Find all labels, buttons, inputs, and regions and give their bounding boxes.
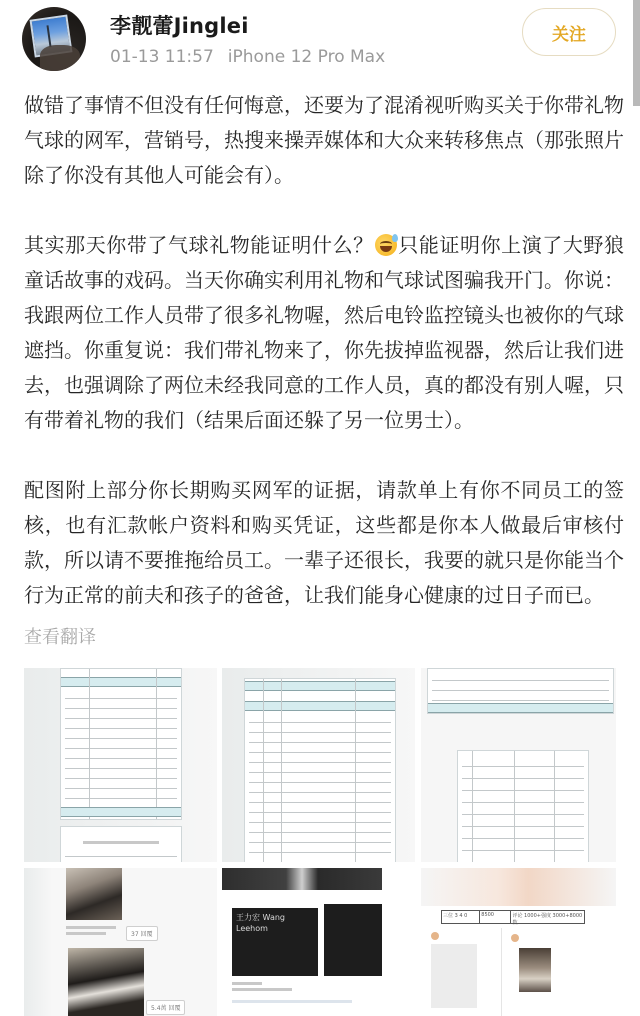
form-title-band (245, 681, 395, 691)
ledger-document (60, 826, 182, 862)
form-column-divider (89, 669, 90, 819)
reply-count-chip: 37 回覆 (126, 926, 158, 941)
ledger-table (457, 750, 589, 862)
photo-caption (66, 932, 106, 935)
post-actions (232, 982, 262, 985)
form-rows (65, 689, 177, 799)
form-column-divider (355, 679, 356, 862)
image-tile-4[interactable] (24, 868, 217, 1016)
form-rows (249, 713, 391, 853)
post-timestamp: 01-13 11:57 (110, 47, 214, 67)
post-header (0, 0, 640, 80)
ledger-rows (65, 847, 177, 862)
stats-cell-1: 三位 3 4 0 (442, 911, 480, 923)
form-footer-band (61, 807, 181, 817)
approval-rows (432, 671, 609, 701)
ledger-column-divider (554, 751, 555, 862)
approval-section (427, 668, 614, 714)
blurred-banner (222, 868, 382, 890)
comment-card-right (507, 930, 607, 1016)
form-header-band (245, 701, 395, 711)
reply-count-chip: 5.4萬 回覆 (146, 1000, 185, 1015)
stats-cell-2: 8500 (480, 911, 511, 923)
blurred-banner (421, 868, 616, 906)
statement-card-author: 王力宏 Wang Leehom (236, 913, 285, 933)
comment-photo-selfie (519, 948, 551, 992)
post-meta (110, 47, 385, 67)
form-column-divider (281, 679, 282, 862)
form-column-divider (263, 679, 264, 862)
commenter-avatar (511, 934, 519, 942)
statement-card-left (232, 908, 318, 976)
post-device: iPhone 12 Pro Max (227, 47, 386, 67)
photo-caption (66, 926, 116, 929)
statement-card-right (324, 904, 382, 976)
post-body (24, 88, 624, 613)
ledger-rows (462, 755, 584, 862)
image-tile-5[interactable] (222, 868, 415, 1016)
image-tile-2[interactable] (222, 668, 415, 862)
grinning-sweat-emoji-icon (375, 234, 397, 256)
image-grid (24, 668, 616, 1016)
sweat-drop (392, 234, 398, 242)
stats-cell-3: 评论 1000+强度 3000+8000 数 (512, 913, 583, 926)
stats-table (441, 910, 585, 924)
photo-person-shopping (66, 868, 122, 920)
follow-button[interactable]: 关注 (522, 8, 616, 56)
post-paragraph-1: 做错了事情不但没有任何悔意，还要为了混淆视听购买关于你带礼物气球的网军，营销号，热搜来操弄媒体和大众来转移焦点（那张照片除了你没有其他人可能会有）。 (24, 93, 624, 187)
image-tile-6[interactable] (421, 868, 616, 1016)
post-comment-row (232, 1000, 352, 1003)
photo-person-masked (68, 948, 144, 1016)
scrollbar[interactable] (633, 0, 640, 106)
image-tile-1[interactable] (24, 668, 217, 862)
ledger-title (83, 841, 159, 844)
avatar[interactable] (22, 7, 86, 71)
post-paragraph-2 (24, 228, 624, 438)
payment-form-document (244, 678, 396, 862)
approval-note-band (428, 703, 613, 713)
comment-card-left (427, 928, 502, 1016)
commenter-avatar (431, 932, 439, 940)
comment-image-placeholder (431, 944, 477, 1008)
form-column-divider (156, 669, 157, 819)
username[interactable]: 李靓蕾Jinglei (110, 14, 249, 38)
post-paragraph-3: 配图附上部分你长期购买网军的证据，请款单上有你不同员工的签核，也有汇款帐户资料和购买凭证，这些都是你本人做最后审核付款，所以请不要推拖给员工。一辈子还很长，我要的就只是你能当个行为正常的前夫和孩子的爸爸，让我们能身心健康的过日子而已。 (24, 478, 624, 607)
blurred-edge (24, 868, 52, 1016)
ledger-column-divider (514, 751, 515, 862)
ledger-column-divider (472, 751, 473, 862)
post-paragraph-2-part-1: 其实那天你带了气球礼物能证明什么？ (24, 233, 374, 257)
post-paragraph-2-part-2: 只能证明你上演了大野狼童话故事的戏码。当天你确实利用礼物和气球试图骗我开门。你说：我跟两位工作人员带了很多礼物喔，然后电铃监控镜头也被你的气球遮挡。你重复说：我们带礼物来了，你先拔掉监视器，然后让我们进去，也强调除了两位未经我同意的工作人员，真的都没有别人喔，只有带着礼物的我们（结果后面还躲了另一位男士）。 (24, 233, 625, 432)
image-tile-3[interactable] (421, 668, 616, 862)
view-translation-link[interactable]: 查看翻译 (24, 627, 96, 648)
avatar-photo-shadow (40, 45, 80, 71)
payment-form-document (60, 668, 182, 820)
post-caption (232, 988, 292, 991)
form-header-band (61, 677, 181, 687)
